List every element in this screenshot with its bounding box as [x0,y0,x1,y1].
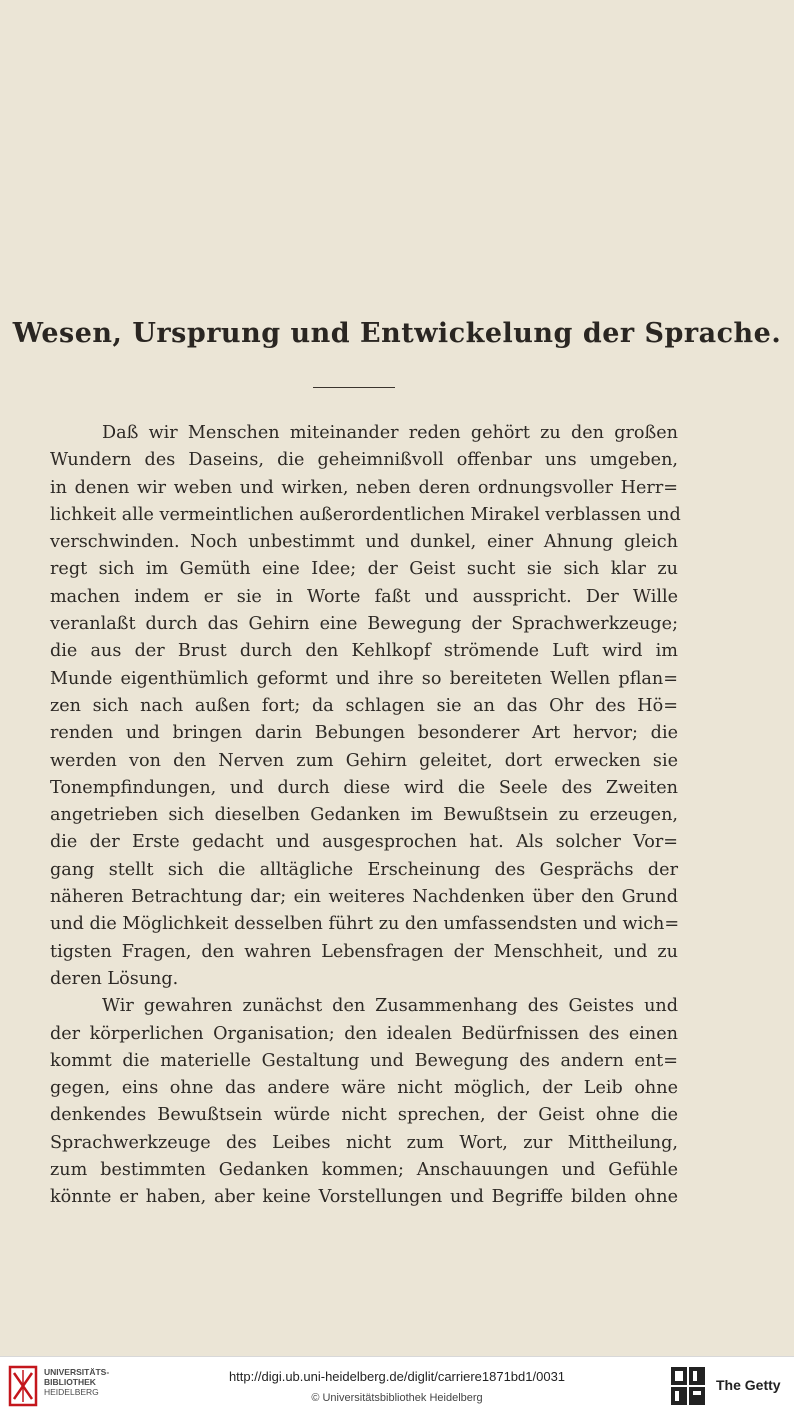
body-text [50,420,681,1212]
viewer-footer [0,1356,794,1415]
text-line: zum bestimmten Gedanken kommen; Anschauungen und Gefühle [50,1160,678,1181]
permalink-url[interactable]: http://digi.ub.uni-heidelberg.de/diglit/carriere1871bd1/0031 [228,1369,566,1384]
text-line: deren Lösung. [50,968,179,989]
text-line: angetrieben sich dieselben Gedanken im Bewußtsein zu erzeugen, [50,805,678,826]
text-line: Daß wir Menschen miteinander reden gehört zu den großen [102,423,678,443]
text-line: Tonempfindungen, und durch diese wird die Seele des Zweiten [50,777,678,798]
text-line: könnte er haben, aber keine Vorstellungen und Begriffe bilden ohne [50,1187,678,1208]
getty-logo-icon [670,1366,706,1406]
chapter-title: Wesen, Ursprung und Entwickelung der Sprache. [12,318,782,349]
text-line: tigsten Fragen, den wahren Lebensfragen der Menschheit, und zu [50,941,678,962]
text-line: die der Erste gedacht und ausgesprochen hat. Als solcher Vor= [50,832,678,853]
title-divider [313,387,395,388]
text-line: näheren Betrachtung dar; ein weiteres Nachdenken über den Grund [50,887,678,908]
text-line: lichkeit alle vermeintlichen außerordentlichen Mirakel verblassen und [50,504,681,525]
partner-name: The Getty [716,1377,781,1393]
text-line: veranlaßt durch das Gehirn eine Bewegung der Sprachwerkzeuge; [50,614,678,635]
text-line: regt sich im Gemüth eine Idee; der Geist sucht sie sich klar zu [50,559,678,580]
text-line: gegen, eins ohne das andere wäre nicht möglich, der Leib ohne [50,1078,678,1099]
text-line: werden von den Nerven zum Gehirn geleitet, dort erwecken sie [50,750,678,771]
text-line: machen indem er sie in Worte faßt und ausspricht. Der Wille [50,586,678,607]
text-line: denkendes Bewußtsein würde nicht sprechen, der Geist ohne die [50,1105,678,1126]
text-line: und die Möglichkeit desselben führt zu den umfassendsten und wich= [50,914,680,935]
text-line: in denen wir weben und wirken, neben deren ordnungsvoller Herr= [50,477,678,498]
text-line: die aus der Brust durch den Kehlkopf strömende Luft wird im [50,641,678,662]
text-line: zen sich nach außen fort; da schlagen sie an das Ohr des Hö= [50,695,678,716]
institution-line: BIBLIOTHEK [44,1377,96,1387]
text-line: Wir gewahren zunächst den Zusammenhang des Geistes und [102,996,678,1017]
text-line: gang stellt sich die alltägliche Erscheinung des Gesprächs der [50,859,678,880]
text-line: Wundern des Daseins, die geheimnißvoll offenbar uns umgeben, [50,450,678,471]
institution-line: UNIVERSITÄTS- [44,1367,110,1377]
text-line: kommt die materielle Gestaltung und Bewegung des andern ent= [50,1050,678,1071]
text-line: Munde eigenthümlich geformt und ihre so bereiteten Wellen pflan= [50,668,678,689]
text-line: der körperlichen Organisation; den idealen Bedürfnissen des einen [50,1023,678,1044]
institution-line: HEIDELBERG [44,1387,99,1397]
copyright-notice: © Universitätsbibliothek Heidelberg [311,1392,483,1404]
text-line: Sprachwerkzeuge des Leibes nicht zum Wort, zur Mittheilung, [50,1132,678,1153]
text-line: renden und bringen darin Bebungen besonderer Art hervor; die [50,723,678,744]
text-line: verschwinden. Noch unbestimmt und dunkel, einer Ahnung gleich [50,532,678,553]
